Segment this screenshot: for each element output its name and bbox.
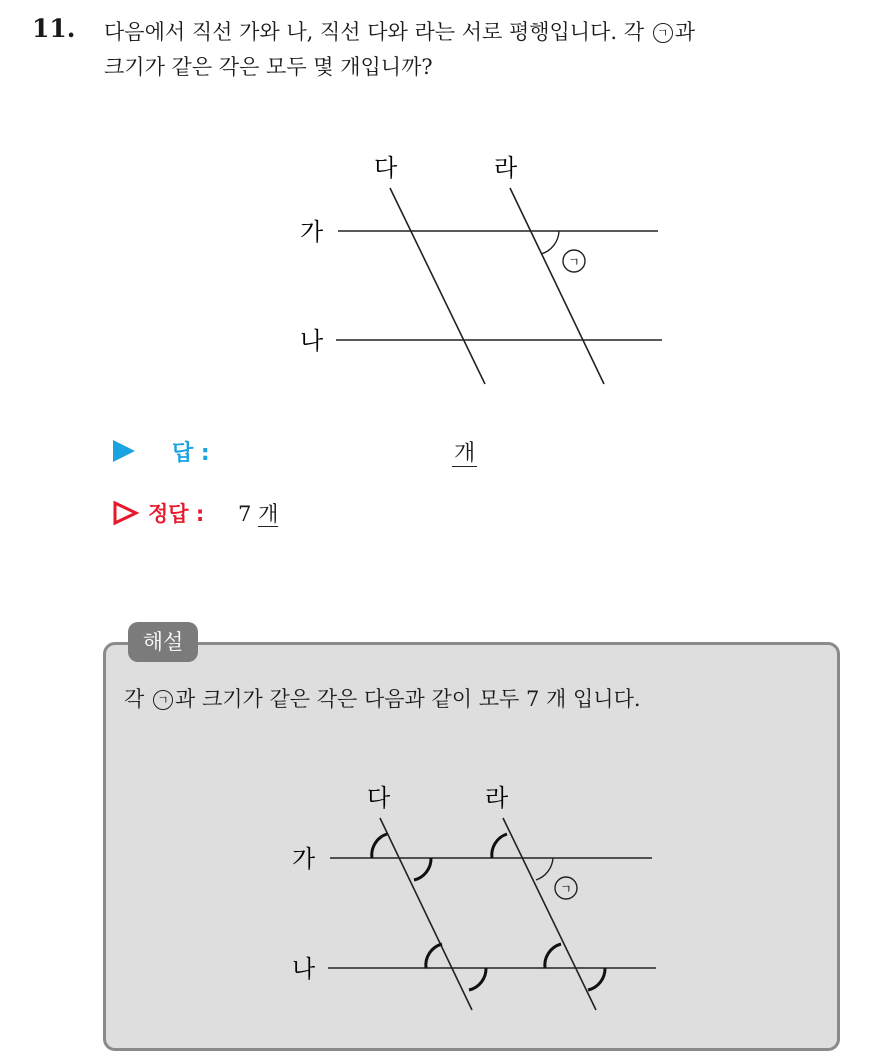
equal-angle-arc: [492, 834, 507, 858]
explanation-after: 과 크기가 같은 각은 다음과 같이 모두 7 개 입니다.: [174, 687, 641, 711]
explanation-circled-mark: ㄱ: [153, 690, 173, 710]
equal-angle-arc: [372, 834, 387, 858]
exp-label-da: 다: [367, 784, 391, 812]
equal-angle-arc: [414, 858, 431, 880]
label-ra: 라: [494, 154, 518, 182]
correct-answer: [238, 498, 278, 528]
exp-label-na: 나: [292, 955, 316, 983]
exp-line-da: [380, 818, 472, 1010]
correct-arrow-icon: [112, 500, 140, 526]
line-da: [390, 188, 485, 384]
equal-angle-arc: [469, 968, 486, 990]
line-ra: [510, 188, 604, 384]
question-figure: [280, 140, 680, 400]
label-ga: 가: [300, 218, 324, 246]
answer-unit: 개: [454, 441, 476, 466]
explanation-figure: [280, 770, 680, 1040]
equal-angle-arc: [545, 944, 561, 968]
explanation-text: [124, 683, 641, 713]
explanation-tab: 해설: [128, 622, 198, 662]
equal-angle-arc: [426, 944, 442, 968]
circled-angle-mark: ㄱ: [653, 23, 673, 43]
correct-label: 정답 :: [148, 502, 205, 526]
question-number: 11.: [32, 14, 76, 43]
angle-mark-label: ㄱ: [568, 255, 580, 269]
answer-field[interactable]: [452, 436, 477, 467]
question-text-after: 과: [674, 20, 695, 44]
question-text-line1: [104, 16, 695, 46]
question-text-line2: 크기가 같은 각은 모두 몇 개입니까?: [104, 55, 433, 79]
correct-value: 7: [238, 502, 252, 526]
exp-label-ra: 라: [485, 784, 509, 812]
exp-line-ra: [503, 818, 596, 1010]
label-na: 나: [300, 327, 324, 355]
answer-label: 답 :: [172, 441, 210, 466]
explanation-before: 각: [124, 687, 145, 711]
angle-mark-label: ㄱ: [560, 882, 572, 896]
label-da: 다: [374, 154, 398, 182]
angle-arc: [541, 231, 559, 254]
answer-arrow-icon: [111, 438, 137, 464]
angle-arc: [536, 858, 553, 880]
exp-label-ga: 가: [292, 845, 316, 873]
correct-unit: 개: [258, 502, 279, 526]
question-text-before: 다음에서 직선 가와 나, 직선 다와 라는 서로 평행입니다. 각: [104, 20, 645, 44]
equal-angle-arc: [588, 968, 605, 990]
